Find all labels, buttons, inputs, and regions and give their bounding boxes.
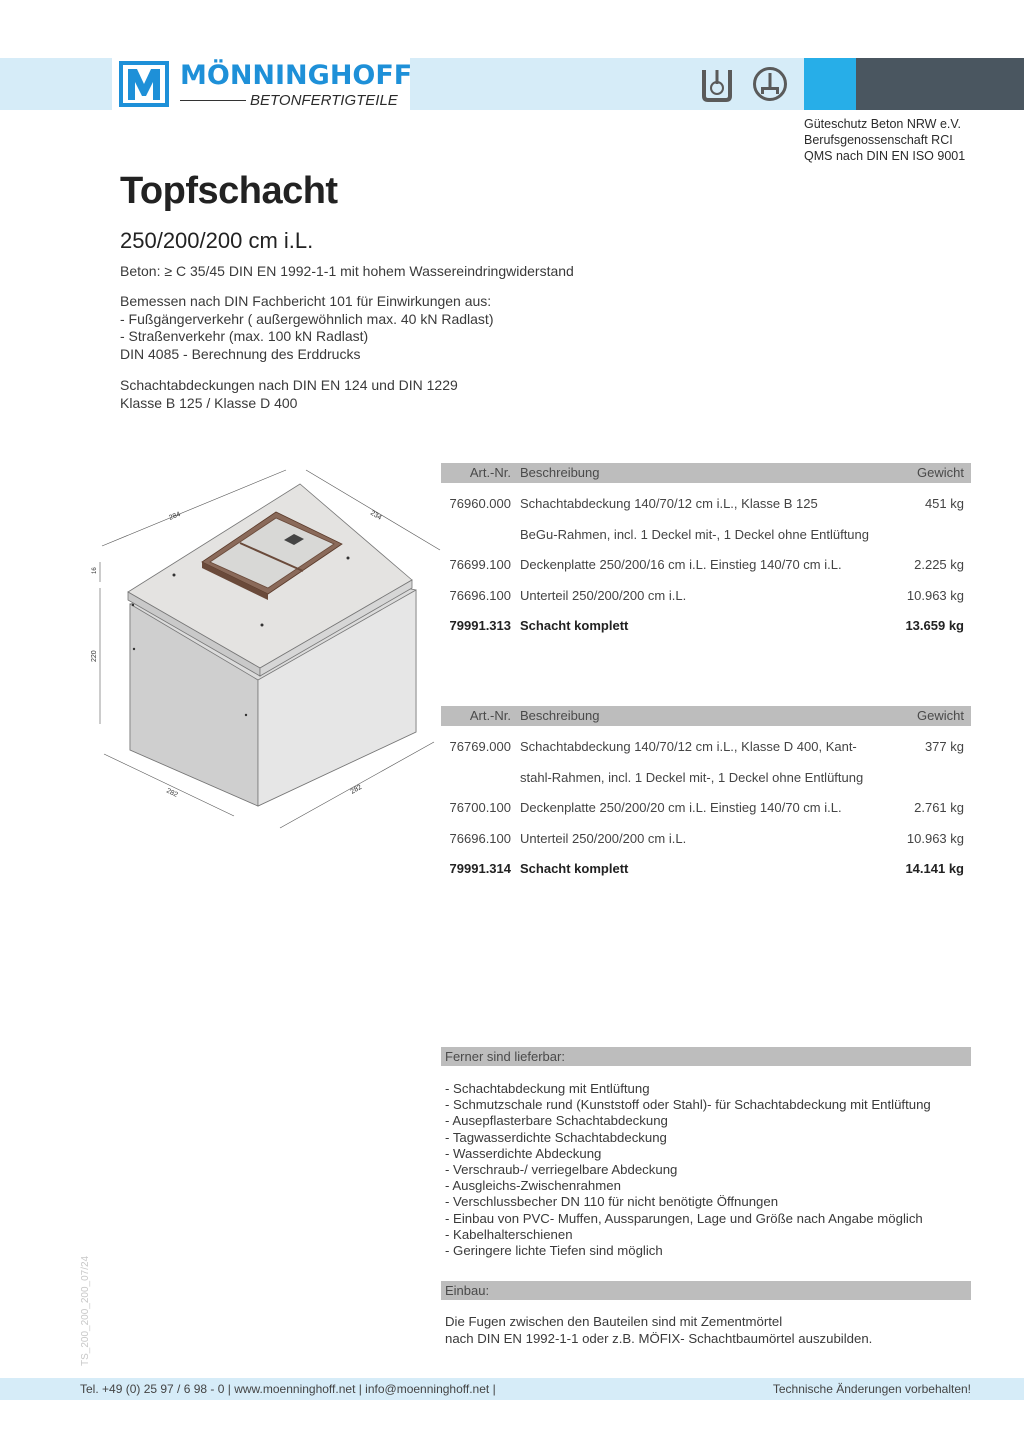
- company-logo-icon: [118, 60, 170, 108]
- table-row: [441, 555, 971, 586]
- table-row: [441, 586, 971, 617]
- cell-art: 76696.100: [449, 830, 511, 846]
- footer-note: Technische Änderungen vorbehalten!: [772, 1382, 971, 1396]
- cell-weight: 10.963 kg: [906, 830, 964, 846]
- cell-art: 76960.000: [449, 496, 511, 511]
- list-item: - Ausgleichs-Zwischenrahmen: [445, 1178, 621, 1194]
- concrete-spec: Beton: ≥ C 35/45 DIN EN 1992-1-1 mit hohem Wassereindringwiderstand: [120, 263, 574, 279]
- list-item: - Geringere lichte Tiefen sind möglich: [445, 1243, 663, 1259]
- cell-desc: Unterteil 250/200/200 cm i.L.: [520, 830, 687, 846]
- article-table-b125: [441, 463, 971, 647]
- cell-weight: 10.963 kg: [906, 587, 964, 603]
- cell-desc: Deckenplatte 250/200/16 cm i.L. Einstieg 140/70 cm i.L.: [520, 557, 842, 573]
- installation-text: [445, 1314, 872, 1347]
- cell-desc: Schachtabdeckung 140/70/12 cm i.L., Klasse D 400, Kant-: [520, 739, 857, 754]
- list-item: - Einbau von PVC- Muffen, Aussparungen, Lage und Größe nach Angabe möglich: [445, 1210, 923, 1226]
- table-row: [441, 494, 971, 525]
- list-item: - Schmutzschale rund (Kunststoff oder Stahl)- für Schachtabdeckung mit Entlüftung: [445, 1097, 931, 1113]
- certification-item: Berufsgenossenschaft RCI: [804, 133, 953, 147]
- cell-art: 76700.100: [449, 800, 511, 816]
- certification-item: Güteschutz Beton NRW e.V.: [804, 117, 962, 131]
- document-code: TS_200_200_200_07/24: [80, 1255, 91, 1366]
- cover-spec-line: Schachtabdeckungen nach DIN EN 124 und DIN 1229: [120, 377, 458, 393]
- dim-label: 282: [165, 787, 179, 799]
- cell-art: 76696.100: [449, 587, 511, 603]
- options-list: [445, 1081, 931, 1259]
- dim-label: 282: [349, 783, 364, 796]
- header-desc: Beschreibung: [520, 708, 600, 723]
- header-desc: Beschreibung: [520, 465, 600, 480]
- dim-label: 16: [92, 567, 98, 574]
- list-item: - Wasserdichte Abdeckung: [445, 1145, 602, 1161]
- installation-line: Die Fugen zwischen den Bauteilen sind mit Zementmörtel: [445, 1314, 783, 1329]
- design-spec-line: DIN 4085 - Berechnung des Erddrucks: [120, 345, 361, 362]
- table-row: [441, 768, 971, 799]
- quality-seal-icon: [700, 66, 734, 102]
- cell-weight: 451 kg: [924, 496, 964, 511]
- header-art: Art.-Nr.: [469, 465, 511, 480]
- cell-desc: Schacht komplett: [520, 861, 629, 877]
- list-item: - Verschlussbecher DN 110 für nicht benötigte Öffnungen: [445, 1194, 779, 1210]
- cell-weight: 377 kg: [924, 739, 964, 754]
- table-row-total: [441, 859, 971, 890]
- certification-list: [804, 116, 965, 164]
- cell-art: 76699.100: [449, 557, 511, 573]
- section-header-options: [441, 1047, 971, 1066]
- cover-spec: [120, 377, 458, 412]
- safety-seal-icon: [752, 66, 788, 102]
- design-spec-line: - Fußgängerverkehr ( außergewöhnlich max. 40 kN Radlast): [120, 310, 494, 327]
- company-subtitle: BETONFERTIGTEILE: [250, 92, 398, 109]
- design-spec-line: - Straßenverkehr (max. 100 kN Radlast): [120, 328, 369, 344]
- article-table-d400: [441, 706, 971, 890]
- installation-line: nach DIN EN 1992-1-1 oder z.B. MÖFIX- Schachtbaumörtel auszubilden.: [445, 1330, 873, 1346]
- cell-art: 79991.313: [449, 618, 511, 634]
- table-header: [441, 706, 971, 726]
- cell-art: 79991.314: [449, 861, 511, 877]
- logo-divider: [180, 100, 246, 101]
- cell-weight: 14.141 kg: [905, 861, 964, 877]
- header-weight: Gewicht: [917, 465, 964, 480]
- list-item: - Kabelhalterschienen: [445, 1226, 573, 1242]
- header-accent-dark: [856, 58, 1024, 110]
- list-item: - Verschraub-/ verriegelbare Abdeckung: [445, 1162, 678, 1178]
- cell-art: 76769.000: [449, 739, 511, 754]
- cell-weight: 2.225 kg: [914, 557, 964, 573]
- company-name: MÖNNINGHOFF: [180, 60, 413, 91]
- section-header-installation: [441, 1281, 971, 1300]
- header-art: Art.-Nr.: [469, 708, 511, 723]
- cell-desc: Schachtabdeckung 140/70/12 cm i.L., Klasse B 125: [520, 496, 818, 511]
- dim-label: 234: [368, 509, 383, 522]
- table-header: [441, 463, 971, 483]
- table-row: [441, 829, 971, 860]
- cell-desc: BeGu-Rahmen, incl. 1 Deckel mit-, 1 Deckel ohne Entlüftung: [520, 526, 870, 542]
- shaft-isometric-drawing: [84, 462, 444, 834]
- table-row: [441, 525, 971, 556]
- certification-item: QMS nach DIN EN ISO 9001: [804, 149, 966, 163]
- dim-label: 220: [91, 650, 98, 662]
- cell-weight: 13.659 kg: [905, 618, 964, 634]
- header-accent-cyan: [804, 58, 856, 110]
- section-title: Einbau:: [445, 1283, 490, 1298]
- table-row: [441, 737, 971, 768]
- table-row: [441, 798, 971, 829]
- cell-desc: Unterteil 250/200/200 cm i.L.: [520, 587, 687, 603]
- list-item: - Tagwasserdichte Schachtabdeckung: [445, 1129, 667, 1145]
- page-title: Topfschacht: [120, 170, 338, 212]
- design-spec-line: Bemessen nach DIN Fachbericht 101 für Einwirkungen aus:: [120, 293, 492, 309]
- cover-spec-line: Klasse B 125 / Klasse D 400: [120, 394, 298, 411]
- list-item: - Ausepflasterbare Schachtabdeckung: [445, 1113, 668, 1129]
- cell-desc: Schacht komplett: [520, 618, 629, 634]
- section-title: Ferner sind lieferbar:: [445, 1049, 565, 1064]
- page-subtitle: 250/200/200 cm i.L.: [120, 228, 314, 253]
- cell-weight: 2.761 kg: [914, 800, 964, 816]
- dim-label: 284: [168, 510, 182, 522]
- header-weight: Gewicht: [917, 708, 964, 723]
- footer-contact: Tel. +49 (0) 25 97 / 6 98 - 0 | www.moenninghoff.net | info@moenninghoff.net |: [80, 1382, 496, 1396]
- table-row-total: [441, 616, 971, 647]
- cell-desc: Deckenplatte 250/200/20 cm i.L. Einstieg 140/70 cm i.L.: [520, 800, 842, 816]
- cell-desc: stahl-Rahmen, incl. 1 Deckel mit-, 1 Deckel ohne Entlüftung: [520, 769, 864, 785]
- list-item: - Schachtabdeckung mit Entlüftung: [445, 1081, 650, 1096]
- design-spec: [120, 293, 494, 363]
